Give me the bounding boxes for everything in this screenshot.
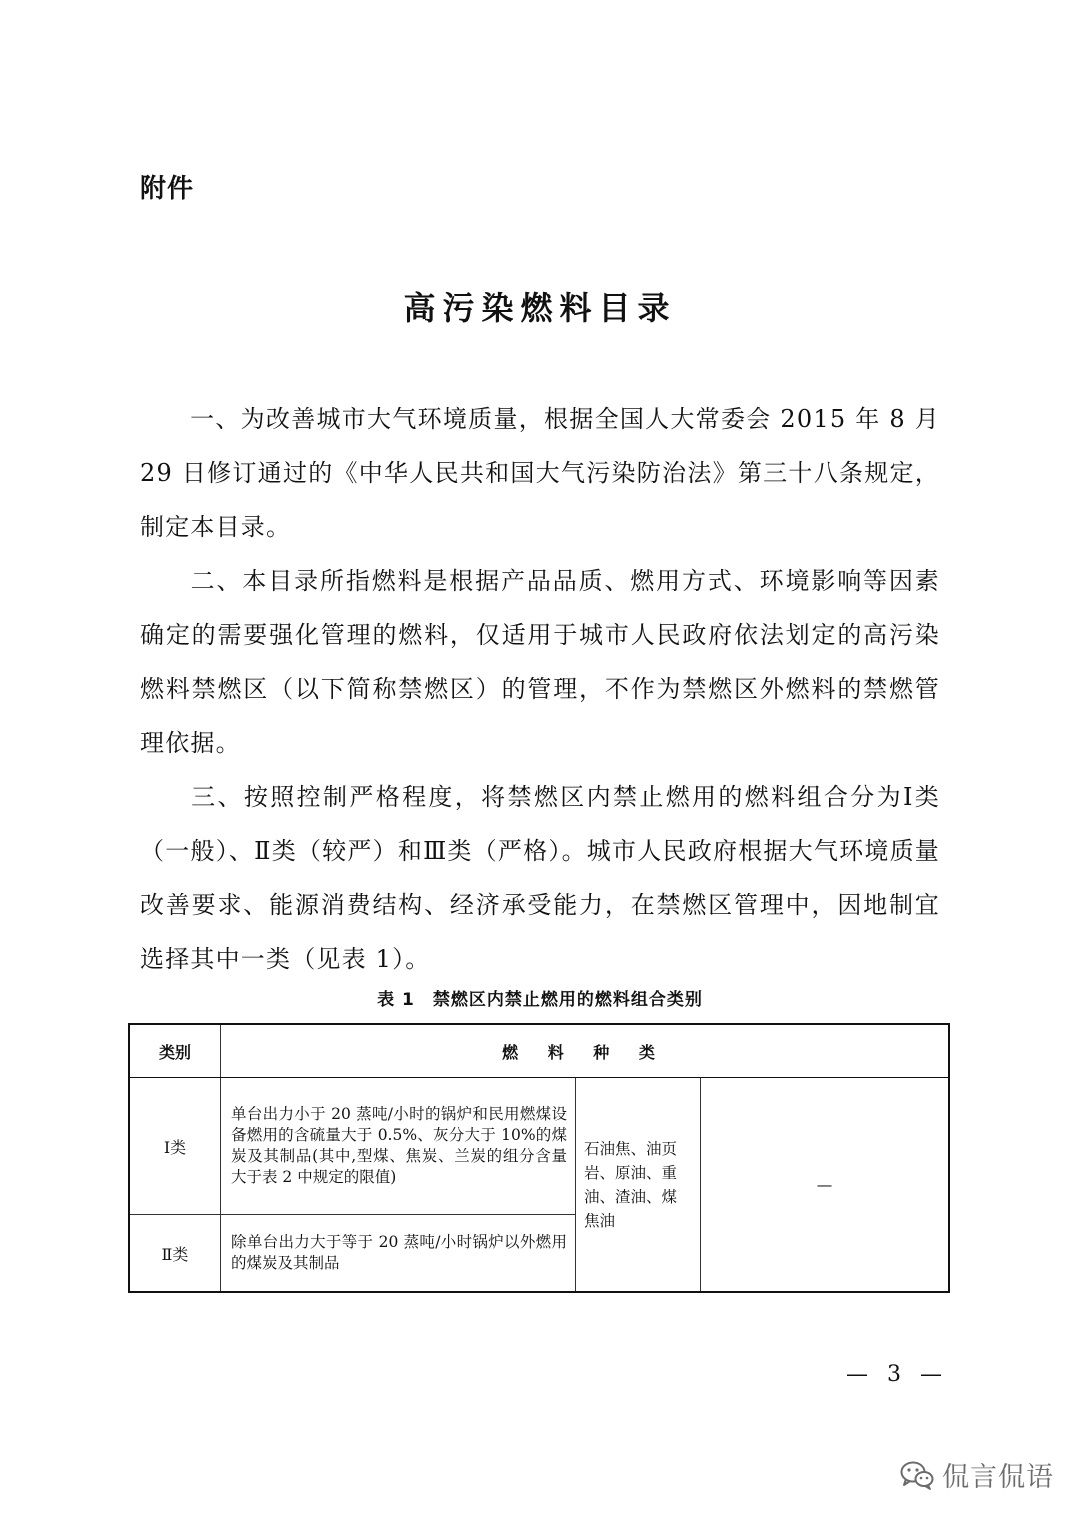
shared-fuels-cell: 石油焦、油页岩、原油、重油、渣油、煤焦油 <box>576 1078 701 1293</box>
paragraph-1-text: 一、为改善城市大气环境质量，根据全国人大常委会 2015 年 8 月 29 日修订通过的《中华人民共和国大气污染防治法》第三十八条规定，制定本目录。 <box>140 405 940 541</box>
page-title: 高污染燃料目录 <box>403 289 677 327</box>
paragraph-3 <box>140 770 940 986</box>
paragraph-2 <box>140 554 940 770</box>
header-fuel-types: 燃 料 种 类 <box>221 1024 950 1078</box>
table-caption: 表 1 禁燃区内禁止燃用的燃料组合类别 <box>377 990 703 1010</box>
watermark-text: 侃言侃语 <box>942 1462 1054 1493</box>
description-cell: 单台出力小于 20 蒸吨/小时的锅炉和民用燃煤设备燃用的含硫量大于 0.5%、灰分大于 10%的煤炭及其制品(其中,型煤、焦炭、兰炭的组分含量大于表 2 中规定的限值) <box>221 1078 576 1215</box>
fuel-category-table <box>128 1023 950 1293</box>
paragraph-3-text: 三、按照控制严格程度，将禁燃区内禁止燃用的燃料组合分为Ⅰ类（一般）、Ⅱ类（较严）和Ⅲ类（严格）。城市人民政府根据大气环境质量改善要求、能源消费结构、经济承受能力，在禁燃区管理中，因地制宜选择其中一类（见表 1）。 <box>140 783 940 973</box>
paragraph-1 <box>140 392 940 554</box>
wechat-icon <box>900 1460 934 1490</box>
header-category: 类别 <box>129 1024 221 1078</box>
category-cell: Ⅰ类 <box>129 1078 221 1215</box>
table-row <box>129 1078 949 1215</box>
paragraph-2-text: 二、本目录所指燃料是根据产品品质、燃用方式、环境影响等因素确定的需要强化管理的燃料，仅适用于城市人民政府依法划定的高污染燃料禁燃区（以下简称禁燃区）的管理，不作为禁燃区外燃料的禁燃管理依据。 <box>140 567 940 757</box>
category-cell: Ⅱ类 <box>129 1215 221 1293</box>
table-header-row <box>129 1024 949 1078</box>
description-cell: 除单台出力大于等于 20 蒸吨/小时锅炉以外燃用的煤炭及其制品 <box>221 1215 576 1293</box>
page-number: — 3 — <box>846 1362 948 1387</box>
watermark <box>900 1455 1054 1494</box>
extra-column-cell: — <box>701 1078 950 1293</box>
attachment-label: 附件 <box>140 174 195 204</box>
